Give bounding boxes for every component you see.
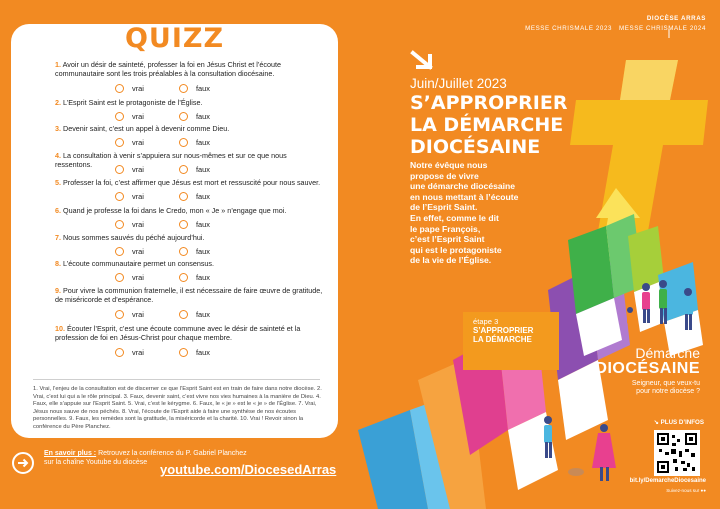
bitly-link[interactable]: bit.ly/DemarcheDiocesaine [629, 478, 706, 484]
diocese-label: DIOCÈSE ARRAS [646, 15, 706, 22]
headline-line-2: LA DÉMARCHE [410, 114, 564, 136]
headline [410, 92, 610, 158]
quiz-title: QUIZZ [124, 24, 225, 54]
option-vrai[interactable] [115, 247, 144, 256]
option-faux[interactable] [179, 348, 210, 357]
header-banner [525, 14, 706, 34]
option-label: faux [196, 220, 210, 229]
question-text: Avoir un désir de sainteté, professer la foi en Jésus Christ et l’écoute communautaire sont les trois préalables à la consultation diocésaine. [55, 60, 282, 79]
quiz-question [55, 98, 325, 107]
demarche-word: Démarche [635, 345, 700, 361]
option-label: vrai [132, 310, 144, 319]
quiz-question [55, 60, 325, 78]
intro-line: le pape François, [410, 223, 481, 234]
option-vrai[interactable] [115, 84, 144, 93]
tagline-line-1: Seigneur, que veux-tu [631, 380, 700, 387]
option-faux[interactable] [179, 165, 210, 174]
intro-line: Notre évêque nous [410, 160, 488, 170]
question-text: La consultation à venir s’appuiera sur nous-mêmes et sur ce que nous ressentons. [55, 151, 287, 170]
radio-circle-icon[interactable] [115, 192, 124, 201]
option-label: vrai [132, 273, 144, 282]
question-number: 1. [55, 60, 61, 69]
intro-line: une démarche diocésaine [410, 181, 516, 192]
question-text: L’Esprit Saint est le protagoniste de l’Église. [63, 98, 203, 107]
option-faux[interactable] [179, 310, 210, 319]
intro-line: en nous mettant à l’écoute [410, 191, 519, 202]
radio-circle-icon[interactable] [179, 348, 188, 357]
option-faux[interactable] [179, 192, 210, 201]
option-faux[interactable] [179, 220, 210, 229]
question-number: 5. [55, 178, 61, 187]
question-number: 7. [55, 233, 61, 242]
question-text: Écouter l’Esprit, c’est une écoute commune avec le désir de sainteté et la profession de foi en Jésus-Christ pour chaque membre. [55, 324, 301, 343]
option-label: vrai [132, 112, 144, 121]
quiz-question [55, 259, 325, 268]
suivez-label: Suivez-nous sur [666, 488, 700, 493]
headline-line-3: DIOCÉSAINE [410, 136, 541, 158]
option-label: faux [196, 192, 210, 201]
demarche-logo [595, 346, 700, 397]
messe-2023: MESSE CHRISMALE 2023 [525, 25, 613, 32]
option-vrai[interactable] [115, 310, 144, 319]
intro-line: propose de vivre [410, 170, 479, 181]
arrow-down-right-icon: ↘ [653, 419, 659, 426]
demarche-tagline [595, 380, 700, 397]
option-label: vrai [132, 84, 144, 93]
savoir-lead: En savoir plus : [44, 450, 97, 457]
option-vrai[interactable] [115, 273, 144, 282]
intro-line: qui est le protagoniste [410, 244, 502, 255]
option-label: faux [196, 273, 210, 282]
quiz-answers: 1. Vrai, l’enjeu de la consultation est de discerner ce que l’Esprit Saint est en train de faire dans notre diocèse. 2. Vrai, c’est lui qui a le rôle principal. 3. Faux, devenir saint, c’est vivre nos vies humaines à la manière de Dieu. 4. Faux, elle s’appuie sur l’Esprit Saint. 5. Vrai, c’est le kérygme. 6. Faux, le « je » est le « je » de l’Église. 7. Vrai, Jésus nous sauve de nos péchés. 8. Vrai, l’écoute de l’Esprit aide à faire une synthèse de nos écoutes personnelles. 9. Faux, les remèdes sont la gratitude, la miséricorde et la charité. 10. Vrai ! Revoir sinon la conférence du Père Planchez. [33, 386, 322, 430]
option-label: vrai [132, 165, 144, 174]
question-text: L’écoute communautaire permet un consensus. [63, 259, 215, 268]
option-vrai[interactable] [115, 138, 144, 147]
quiz-question [55, 124, 325, 133]
option-label: faux [196, 247, 210, 256]
messe-2024: MESSE CHRISMALE 2024 [619, 25, 706, 32]
savoir-line1: Retrouvez la conférence du P. Gabriel Planchez [96, 450, 247, 457]
radio-circle-icon[interactable] [179, 220, 188, 229]
option-label: vrai [132, 220, 144, 229]
etape-number: étape 3 [473, 317, 499, 326]
question-text: Professer la foi, c’est affirmer que Jésus est mort et ressuscité pour nous sauver. [63, 178, 321, 187]
radio-circle-icon[interactable] [179, 273, 188, 282]
option-faux[interactable] [179, 84, 210, 93]
radio-circle-icon[interactable] [179, 247, 188, 256]
radio-circle-icon[interactable] [179, 138, 188, 147]
social-icons: ●● [700, 488, 706, 493]
radio-circle-icon[interactable] [115, 84, 124, 93]
option-label: vrai [132, 247, 144, 256]
diocesaine-word: DIOCÉSAINE [595, 360, 700, 377]
savoir-plus-box [12, 448, 352, 490]
messe-labels [525, 24, 706, 34]
question-number: 10. [55, 324, 65, 333]
arrow-right-icon [12, 452, 34, 474]
option-faux[interactable] [179, 112, 210, 121]
radio-circle-icon[interactable] [115, 310, 124, 319]
radio-circle-icon[interactable] [179, 310, 188, 319]
option-label: vrai [132, 138, 144, 147]
radio-circle-icon[interactable] [115, 112, 124, 121]
quiz-card [11, 24, 338, 438]
radio-circle-icon[interactable] [179, 165, 188, 174]
radio-circle-icon[interactable] [115, 273, 124, 282]
radio-circle-icon[interactable] [115, 165, 124, 174]
question-number: 2. [55, 98, 61, 107]
quiz-question [55, 233, 325, 242]
option-label: faux [196, 112, 210, 121]
intro-line: de la vie de l’Église. [410, 255, 492, 266]
option-label: vrai [132, 192, 144, 201]
plus-infos-label: PLUS D’INFOS [660, 419, 704, 426]
quiz-page [0, 0, 358, 509]
headline-line-1: S’APPROPRIER [410, 92, 568, 114]
qr-code-icon [657, 433, 697, 473]
cover-page [358, 0, 720, 509]
radio-circle-icon[interactable] [179, 112, 188, 121]
etape-title-2: LA DÉMARCHE [473, 334, 532, 344]
radio-circle-icon[interactable] [179, 192, 188, 201]
question-number: 6. [55, 206, 61, 215]
intro-line: de l’Esprit Saint. [410, 202, 478, 213]
question-text: Devenir saint, c’est un appel à devenir comme Dieu. [63, 124, 230, 133]
option-vrai[interactable] [115, 220, 144, 229]
question-number: 9. [55, 286, 61, 295]
option-faux[interactable] [179, 138, 210, 147]
question-text: Pour vivre la communion fraternelle, il est nécessaire de faire œuvre de gratitude, de miséricorde et d’espérance. [55, 286, 323, 305]
tagline-line-2: pour notre diocèse ? [636, 388, 700, 396]
option-vrai[interactable] [115, 165, 144, 174]
question-number: 8. [55, 259, 61, 268]
savoir-line2: sur la chaîne Youtube du diocèse [44, 458, 148, 466]
suivez-nous [666, 488, 706, 493]
option-label: faux [196, 348, 210, 357]
youtube-link[interactable]: youtube.com/DiocesedArras [160, 462, 337, 477]
radio-circle-icon[interactable] [115, 247, 124, 256]
option-label: faux [196, 310, 210, 319]
option-faux[interactable] [179, 247, 210, 256]
option-label: vrai [132, 348, 144, 357]
quiz-question [55, 324, 325, 342]
intro-line: c’est l’Esprit Saint [410, 234, 485, 245]
radio-circle-icon[interactable] [115, 220, 124, 229]
diagonal-arrow-icon [410, 50, 438, 74]
quiz-question [55, 286, 325, 304]
option-vrai[interactable] [115, 348, 144, 357]
radio-circle-icon[interactable] [179, 84, 188, 93]
etape-title-1: S’APPROPRIER [473, 325, 534, 335]
radio-circle-icon[interactable] [115, 138, 124, 147]
question-text: Quand je professe la foi dans le Credo, mon « Je » n’engage que moi. [63, 206, 287, 215]
plus-infos [654, 419, 704, 426]
quiz-question [55, 206, 325, 215]
radio-circle-icon[interactable] [115, 348, 124, 357]
intro-text [410, 160, 550, 266]
etape-label [463, 312, 559, 370]
issue-date: Juin/Juillet 2023 [410, 76, 507, 91]
question-number: 4. [55, 151, 61, 160]
option-label: faux [196, 165, 210, 174]
question-text: Nous sommes sauvés du péché aujourd’hui. [63, 233, 205, 242]
option-vrai[interactable] [115, 112, 144, 121]
quiz-question [55, 178, 325, 187]
option-faux[interactable] [179, 273, 210, 282]
intro-line: En effet, comme le dit [410, 212, 499, 223]
option-label: faux [196, 84, 210, 93]
divider [33, 379, 320, 380]
qr-code[interactable] [654, 430, 700, 476]
option-label: faux [196, 138, 210, 147]
option-vrai[interactable] [115, 192, 144, 201]
question-number: 3. [55, 124, 61, 133]
